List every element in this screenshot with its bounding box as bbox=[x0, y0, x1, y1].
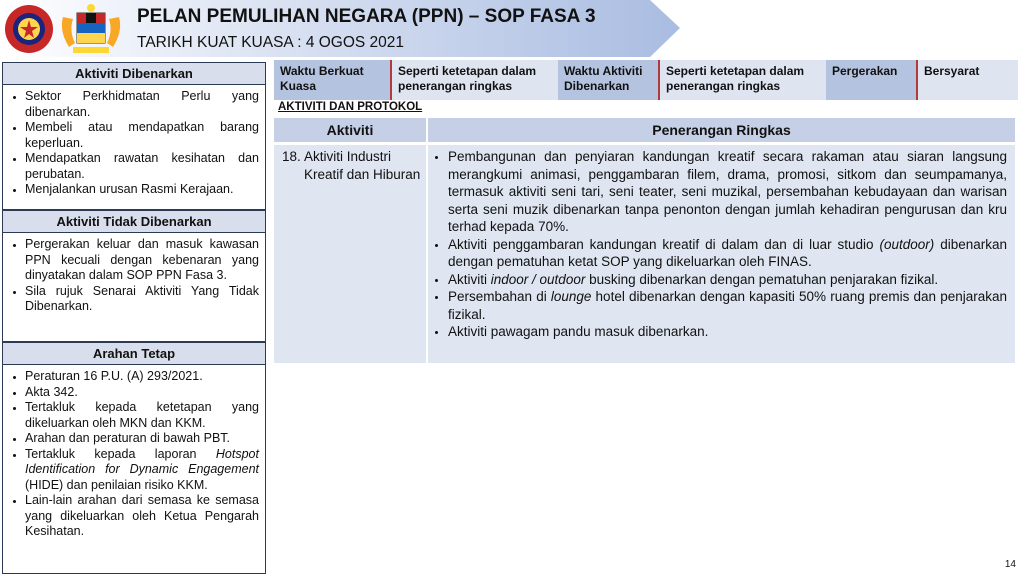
list-item: • Menjalankan urusan Rasmi Kerajaan. bbox=[25, 182, 259, 198]
row-number: 18. bbox=[282, 149, 301, 164]
list-item bbox=[25, 447, 259, 494]
page-number: 14 bbox=[1004, 559, 1016, 570]
list-item-text: (HIDE) dan penilaian risiko KKM. bbox=[25, 477, 208, 492]
list-item: • Peraturan 16 P.U. (A) 293/2021. bbox=[25, 369, 259, 385]
section-label: AKTIVITI DAN PROTOKOL bbox=[278, 101, 423, 113]
allowed-activities-heading: Aktiviti Dibenarkan bbox=[3, 63, 265, 85]
table-header-description: Penerangan Ringkas bbox=[428, 118, 1015, 142]
info-value-pergerakan: Bersyarat bbox=[916, 60, 1018, 100]
page-subtitle: TARIKH KUAT KUASA : 4 OGOS 2021 bbox=[137, 34, 405, 51]
table-header-activity: Aktiviti bbox=[274, 118, 426, 142]
list-item: • Pembangunan dan penyiaran kandungan kreatif secara rakaman atau siaran langsung merangkumi animasi, penggambaran filem, drama, promosi, sitkom dan seumpamanya, termasuk aktiviti seni tari, seni teater, seni muzikal, persembahan kebudayaan dan warisan serta seni muzik dibenarkan tanpa penonton dengan jumlah kehadiran pengurusan dan kru terhad kepada 70%. bbox=[448, 148, 1007, 236]
table-cell-description bbox=[428, 145, 1015, 363]
majlis-keselamatan-negara-logo bbox=[4, 4, 54, 54]
standing-orders-heading: Arahan Tetap bbox=[3, 343, 265, 365]
coat-of-arms-logo bbox=[57, 3, 125, 55]
list-item-text: Aktiviti penggambaran kandungan kreatif di dalam dan di luar studio bbox=[448, 236, 880, 252]
list-item: • Aktiviti pawagam pandu masuk dibenarkan. bbox=[448, 323, 1007, 341]
list-item-italic: (outdoor) bbox=[879, 236, 935, 252]
info-label-pergerakan: Pergerakan bbox=[826, 60, 916, 100]
allowed-activities-panel bbox=[2, 62, 266, 210]
list-item-text: Aktiviti bbox=[448, 271, 491, 287]
list-item: • Arahan dan peraturan di bawah PBT. bbox=[25, 431, 259, 447]
list-item: • Sektor Perkhidmatan Perlu yang dibenarkan. bbox=[25, 89, 259, 120]
activity-name: Aktiviti Industri Kreatif dan Hiburan bbox=[304, 149, 421, 182]
list-item-italic: Hotspot Identification for Dynamic Engagement bbox=[25, 446, 259, 476]
prohibited-activities-heading: Aktiviti Tidak Dibenarkan bbox=[3, 211, 265, 233]
info-value-waktu-berkuat-kuasa: Seperti ketetapan dalam penerangan ringkas bbox=[390, 60, 558, 100]
list-item bbox=[448, 236, 1007, 271]
page-title: PELAN PEMULIHAN NEGARA (PPN) – SOP FASA 3 bbox=[137, 6, 596, 27]
list-item: • Membeli atau mendapatkan barang keperluan. bbox=[25, 120, 259, 151]
info-value-waktu-aktiviti: Seperti ketetapan dalam penerangan ringkas bbox=[658, 60, 826, 100]
list-item-text: busking dibenarkan dengan pematuhan penjarakan fizikal. bbox=[585, 271, 939, 287]
list-item: • Pergerakan keluar dan masuk kawasan PPN kecuali dengan kebenaran yang dinyatakan dalam SOP PPN Fasa 3. bbox=[25, 237, 259, 284]
list-item: • Mendapatkan rawatan kesihatan dan perubatan. bbox=[25, 151, 259, 182]
list-item: • Sila rujuk Senarai Aktiviti Yang Tidak Dibenarkan. bbox=[25, 284, 259, 315]
list-item-text: Persembahan di bbox=[448, 289, 551, 304]
info-label-waktu-aktiviti: Waktu Aktiviti Dibenarkan bbox=[558, 60, 658, 100]
info-row bbox=[274, 60, 1018, 100]
list-item bbox=[448, 271, 1007, 289]
list-item bbox=[448, 288, 1007, 323]
list-item: • Tertakluk kepada ketetapan yang dikeluarkan oleh MKN dan KKM. bbox=[25, 400, 259, 431]
list-item: • Akta 342. bbox=[25, 385, 259, 401]
info-label-waktu-berkuat-kuasa: Waktu Berkuat Kuasa bbox=[274, 60, 390, 100]
table-cell-activity bbox=[274, 145, 426, 363]
list-item-text: hotel dibenarkan dengan kapasiti 50% ruang premis dan penjarakan fizikal. bbox=[448, 289, 1007, 322]
list-item: • Lain-lain arahan dari semasa ke semasa yang dikeluarkan oleh Ketua Pengarah Kesihatan. bbox=[25, 493, 259, 540]
list-item-text: Tertakluk kepada laporan bbox=[25, 446, 216, 461]
prohibited-activities-panel bbox=[2, 210, 266, 342]
list-item-italic: indoor / outdoor bbox=[490, 271, 586, 287]
list-item-italic: lounge bbox=[550, 289, 592, 304]
list-item-text: dibenarkan dengan pematuhan ketat SOP yang dikeluarkan oleh FINAS. bbox=[448, 236, 1007, 269]
standing-orders-panel bbox=[2, 342, 266, 574]
